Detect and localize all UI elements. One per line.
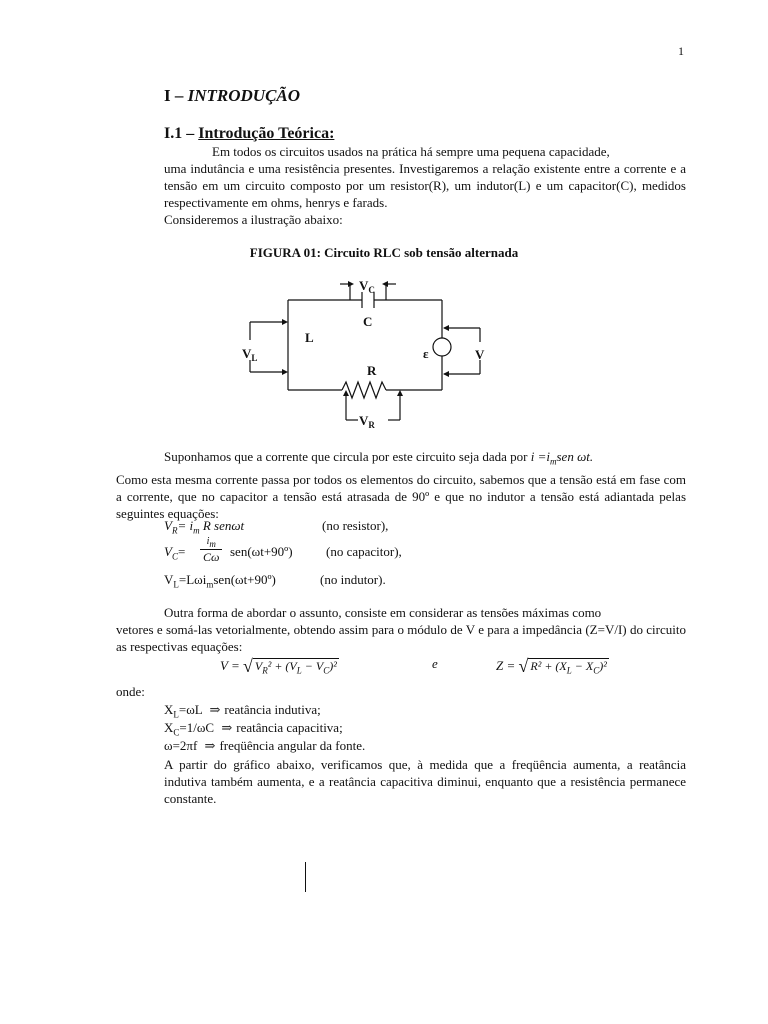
formula-z-sub-l: L [566, 665, 572, 676]
section-heading [164, 86, 300, 106]
eq-vl-tail: sen(ωt+90º) [213, 572, 276, 587]
formula-v-term-1: V [254, 659, 263, 673]
vector-first-line: Outra forma de abordar o assunto, consiste em considerar as tensões máximas como [164, 605, 602, 620]
vc-arrowhead-right [382, 281, 388, 287]
eq-vc-tail: sen(ωt+90º) [230, 544, 293, 559]
rlc-circuit-diagram [230, 270, 500, 440]
formula-v [220, 656, 339, 677]
label-v: V [475, 347, 485, 362]
current-intro-text: Suponhamos que a corrente que circula por este circuito seja dada por [164, 449, 531, 464]
current-formula-sub: m [550, 456, 557, 467]
formula-z-radicand [528, 658, 608, 676]
formula-v-radicand [253, 658, 339, 676]
eq-vr-rhs: = i [177, 518, 194, 533]
subheading-title: Introdução Teórica: [198, 125, 335, 142]
figure-caption: FIGURA 01: Circuito RLC sob tensão alternada [249, 245, 519, 260]
page-number: 1 [678, 44, 684, 58]
label-vr: $V_R$ [359, 413, 375, 430]
eq-vr-note: (no resistor), [322, 518, 389, 533]
formula-v-sub-r: R [262, 665, 268, 676]
current-formula-tail: sen ωt. [556, 449, 594, 464]
eq-vc-num-sub: m [209, 539, 216, 549]
formula-z-term-3: )² [599, 659, 607, 673]
v-arrowhead-top [443, 325, 449, 331]
def-xc-expr: =1/ωC [179, 720, 215, 735]
equation-vl [164, 572, 464, 590]
intro-body: uma indutância e uma resistência presentes. Investigaremos a relação existente entre a corrente e a tensão em um circuito composto por um resistor(R), um indutor(L) e um capacitor(C), medidos respectivamente em ohms, henrys e farads. [164, 161, 686, 210]
current-formula: i =i [530, 449, 550, 464]
eq-vr-tail: R senωt [199, 518, 245, 533]
formula-v-term-4: )² [329, 659, 337, 673]
intro-last-line: Consideremos a ilustração abaixo: [164, 212, 343, 227]
vector-paragraph [116, 604, 686, 655]
sqrt-icon: √ [242, 656, 253, 676]
equation-vc [164, 536, 464, 570]
formula-and: e [432, 656, 438, 671]
def-xl-expr: =ωL [178, 702, 203, 717]
label-emf: ε [423, 346, 429, 361]
eq-vc-equals: = [177, 544, 186, 559]
implies-arrow-icon: ⇒ [209, 702, 221, 717]
vector-body: vetores e somá-las vetorialmente, obtendo assim para o módulo de V e para a impedância (Z=V/I) do circuito as respectivas equações: [116, 622, 686, 654]
def-xl-sub: L [173, 709, 179, 720]
voltage-source [433, 338, 451, 356]
subheading-numeral: I.1 – [164, 125, 199, 142]
eq-vr-lhs: V [164, 518, 172, 533]
eq-vc-num: i [206, 536, 210, 547]
def-xc-sym: X [164, 720, 174, 735]
label-r: R [367, 363, 377, 378]
intro-line-1: Em todos os circuitos usados na prática há sempre uma pequena capacidade, [212, 144, 610, 159]
vr-arrowhead-left [343, 390, 349, 396]
equation-vr [164, 518, 389, 536]
eq-vl-mid-sub: m [206, 579, 214, 590]
eq-vc-lhs: V [164, 544, 172, 559]
implies-arrow-icon: ⇒ [221, 720, 233, 735]
eq-vr-sub: R [171, 525, 178, 536]
def-omega-expr: =2πf [172, 738, 198, 753]
current-body: Como esta mesma corrente passa por todos os elementos do circuito, sabemos que a tensão está em fase com a corrente, que no capacitor a tensão está atrasada de 90º e que no indutor a tensão está adiantada pelas seguintes equações: [116, 471, 686, 521]
implies-arrow-icon: ⇒ [204, 738, 216, 753]
label-l: L [305, 330, 314, 345]
eq-vc-sub: C [171, 551, 178, 562]
formula-v-lhs: V = [220, 658, 240, 673]
definition-xl [164, 702, 321, 720]
formula-z-term-1: R² + (X [530, 659, 567, 673]
formula-z-sub-c: C [593, 665, 600, 676]
vc-arrowhead-left [348, 281, 354, 287]
eq-vr-rhs-sub: m [193, 525, 200, 536]
heading-title: INTRODUÇÃO [187, 86, 301, 105]
formula-v-term-2: ² + (V [267, 659, 297, 673]
formula-z-term-2: − X [571, 659, 594, 673]
heading-numeral: I – [164, 86, 188, 105]
sqrt-icon-z: √ [518, 656, 529, 676]
closing-paragraph: A partir do gráfico abaixo, verificamos que, à medida que a freqüência aumenta, a reatância indutiva também aumenta, e a reatância capacitiva diminui, enquanto que a resistência permanece constante. [164, 757, 686, 806]
formula-z [496, 656, 609, 677]
eq-vl-sub: L [173, 579, 179, 590]
v-arrowhead-bottom [443, 371, 449, 377]
current-paragraph [116, 448, 686, 522]
def-xc-desc: reatância capacitiva; [236, 720, 343, 735]
eq-vc-den: Cω [203, 550, 220, 564]
onde-label: onde: [116, 684, 145, 699]
def-xl-desc: reatância indutiva; [224, 702, 321, 717]
label-vl: $V_L$ [242, 346, 258, 363]
formula-v-sub-l: L [296, 665, 302, 676]
def-xl-sym: X [164, 702, 174, 717]
intro-paragraph [164, 143, 686, 228]
vl-arrowhead-top [282, 319, 288, 325]
subsection-heading [164, 125, 334, 143]
eq-vl-lhs: V [164, 572, 174, 587]
eq-vl-note: (no indutor). [320, 572, 386, 587]
def-xc-sub: C [173, 727, 180, 738]
text-cursor [305, 862, 306, 892]
vl-arrowhead-bottom [282, 369, 288, 375]
formula-v-sub-c: C [323, 665, 330, 676]
definition-omega [164, 738, 365, 754]
eq-vc-note: (no capacitor), [326, 544, 402, 559]
label-vc: $V_C$ [359, 278, 375, 295]
def-omega-desc: freqüência angular da fonte. [219, 738, 366, 753]
eq-vl-mid: =Lωi [178, 572, 207, 587]
current-first-line [116, 448, 686, 471]
definition-xc [164, 720, 343, 738]
formula-z-lhs: Z = [496, 658, 516, 673]
vr-arrowhead-right [397, 390, 403, 396]
formula-v-term-3: − V [301, 659, 324, 673]
def-omega-sym: ω [164, 738, 173, 753]
label-c: C [363, 314, 373, 329]
eq-vc-fraction [200, 536, 222, 565]
